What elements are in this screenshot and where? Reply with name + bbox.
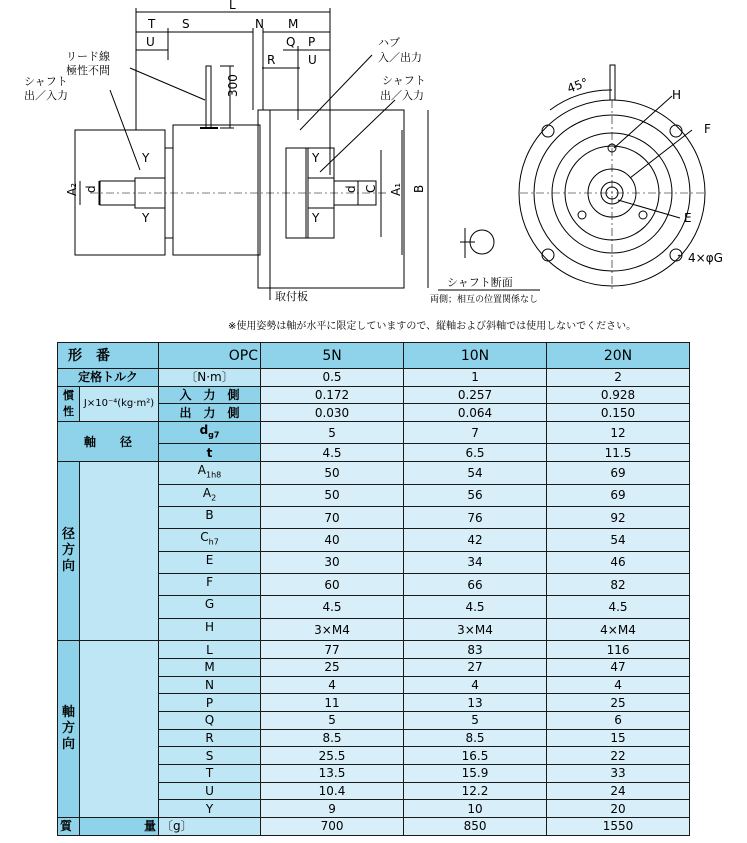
table-row [58, 462, 690, 484]
dim-A2: A₂ [65, 182, 79, 196]
dim-Y2: Y [142, 211, 150, 225]
dim-U2: U [308, 53, 317, 67]
dim-G: 4×φG [688, 251, 723, 265]
table-cell: 3×M4 [404, 618, 547, 640]
inertia-out-10n: 0.064 [404, 404, 547, 422]
shaft-d-20n: 12 [547, 422, 690, 444]
torque-5n: 0.5 [261, 369, 404, 387]
dim-P: P [308, 35, 316, 49]
table-cell: 33 [547, 765, 690, 783]
table-cell: 40 [261, 529, 404, 551]
label-shaft-left: シャフト [24, 75, 68, 88]
label-lead-wire: リード線 [66, 50, 110, 63]
row-key: H [159, 618, 261, 640]
table-cell: 27 [404, 658, 547, 676]
dim-d2: d [344, 185, 358, 193]
dim-C: C [364, 184, 378, 193]
table-cell: 4.5 [261, 596, 404, 618]
shaft-d-5n: 5 [261, 422, 404, 444]
table-cell: 9 [261, 800, 404, 818]
dim-U: U [146, 35, 155, 49]
group-spacer [80, 641, 159, 818]
dim-B: B [412, 184, 426, 193]
row-key: R [159, 729, 261, 747]
inertia-label: 慣 性 [58, 386, 80, 421]
table-cell: 54 [404, 462, 547, 484]
label-mount-plate: 取付板 [275, 290, 308, 303]
table-cell: 4 [261, 676, 404, 694]
table-cell: 30 [261, 551, 404, 573]
row-key: $A_{1h8}$ [159, 462, 261, 484]
table-cell: 22 [547, 747, 690, 765]
axial-group-label: 軸 方 向 [58, 641, 80, 818]
dim-N: N [255, 17, 264, 31]
row-key: G [159, 596, 261, 618]
label-hub: ハブ [378, 36, 400, 49]
dim-angle: 45° [565, 75, 591, 96]
dim-E: E [684, 211, 692, 225]
inertia-in-10n: 0.257 [404, 386, 547, 404]
label-shaft-right-io: 出／入力 [380, 89, 424, 102]
table-cell: 47 [547, 658, 690, 676]
mass-20n: 1550 [547, 818, 690, 836]
table-cell: 24 [547, 782, 690, 800]
model-10n: 10N [404, 343, 547, 369]
group-spacer [80, 462, 159, 641]
dim-Y4: Y [312, 211, 320, 225]
dim-A1: A₁ [389, 182, 403, 196]
inertia-out-label: 出 力 側 [159, 404, 261, 422]
dim-300: 300 [226, 74, 240, 97]
table-cell: 82 [547, 574, 690, 596]
table-cell: 15 [547, 729, 690, 747]
table-cell: 60 [261, 574, 404, 596]
row-key: P [159, 694, 261, 712]
model-name: OPC [159, 343, 261, 369]
table-cell: 10.4 [261, 782, 404, 800]
row-key: Q [159, 712, 261, 730]
table-cell: 50 [261, 462, 404, 484]
table-cell: 46 [547, 551, 690, 573]
row-key: E [159, 551, 261, 573]
dim-Y1: Y [142, 151, 150, 165]
label-shaft-section: シャフト断面 [447, 276, 513, 289]
table-cell: 69 [547, 484, 690, 506]
label-hub-io: 入／出力 [378, 51, 422, 64]
dim-Y3: Y [312, 151, 320, 165]
shaft-t-10n: 6.5 [404, 444, 547, 462]
torque-unit: 〔N·m〕 [159, 369, 261, 387]
shaft-t-label: t [159, 444, 261, 462]
table-cell: 13.5 [261, 765, 404, 783]
row-key: T [159, 765, 261, 783]
radial-group-label: 径 方 向 [58, 462, 80, 641]
table-cell: 4 [547, 676, 690, 694]
model-5n: 5N [261, 343, 404, 369]
table-cell: 8.5 [404, 729, 547, 747]
table-cell: 10 [404, 800, 547, 818]
inertia-unit: J×10⁻⁴(kg·m²) [80, 386, 159, 421]
dim-M: M [288, 17, 299, 31]
row-key: M [159, 658, 261, 676]
technical-drawing [0, 0, 747, 315]
dim-H: H [672, 88, 682, 102]
table-cell: 69 [547, 462, 690, 484]
table-cell: 6 [547, 712, 690, 730]
table-cell: 70 [261, 506, 404, 528]
table-cell: 77 [261, 641, 404, 659]
table-cell: 76 [404, 506, 547, 528]
label-shaft-right: シャフト [382, 74, 426, 87]
row-key: U [159, 782, 261, 800]
spec-table [57, 342, 690, 836]
dim-F: F [704, 122, 711, 136]
model-label: 形 番 [58, 343, 159, 369]
dim-d: d [84, 185, 98, 193]
dim-Q: Q [286, 35, 296, 49]
table-cell: 50 [261, 484, 404, 506]
dim-R: R [267, 53, 276, 67]
row-key: L [159, 641, 261, 659]
table-cell: 42 [404, 529, 547, 551]
table-cell: 8.5 [261, 729, 404, 747]
mass-label-b: 量 [80, 818, 159, 836]
table-cell: 12.2 [404, 782, 547, 800]
row-key: S [159, 747, 261, 765]
mass-unit: 〔g〕 [159, 818, 261, 836]
table-cell: 92 [547, 506, 690, 528]
shaft-label: 軸 径 [58, 422, 159, 462]
row-key: $C_{h7}$ [159, 529, 261, 551]
table-cell: 56 [404, 484, 547, 506]
row-key: F [159, 574, 261, 596]
inertia-out-20n: 0.150 [547, 404, 690, 422]
table-cell: 25 [547, 694, 690, 712]
label-section-note: 両側；相互の位置関係なし [430, 295, 539, 305]
torque-10n: 1 [404, 369, 547, 387]
table-cell: 11 [261, 694, 404, 712]
row-key: Y [159, 800, 261, 818]
shaft-t-20n: 11.5 [547, 444, 690, 462]
dim-L: L [229, 0, 236, 12]
torque-20n: 2 [547, 369, 690, 387]
inertia-in-label: 入 力 側 [159, 386, 261, 404]
table-cell: 25 [261, 658, 404, 676]
table-cell: 4 [404, 676, 547, 694]
shaft-t-5n: 4.5 [261, 444, 404, 462]
table-cell: 83 [404, 641, 547, 659]
usage-note: ※使用姿勢は軸が水平に限定していますので、縦軸および斜軸では使用しないでください。 [228, 321, 637, 332]
dim-S: S [182, 17, 190, 31]
label-polarity: 極性不問 [66, 64, 110, 77]
table-cell: 66 [404, 574, 547, 596]
torque-label: 定格トルク [58, 369, 159, 387]
table-cell: 3×M4 [261, 618, 404, 640]
table-cell: 4.5 [404, 596, 547, 618]
mass-10n: 850 [404, 818, 547, 836]
mass-5n: 700 [261, 818, 404, 836]
row-key: B [159, 506, 261, 528]
inertia-out-5n: 0.030 [261, 404, 404, 422]
table-cell: 5 [404, 712, 547, 730]
table-cell: 34 [404, 551, 547, 573]
table-cell: 25.5 [261, 747, 404, 765]
table-cell: 116 [547, 641, 690, 659]
table-cell: 5 [261, 712, 404, 730]
shaft-dg7-label: $d_{g7}$ [159, 422, 261, 444]
table-cell: 16.5 [404, 747, 547, 765]
inertia-in-20n: 0.928 [547, 386, 690, 404]
row-key: N [159, 676, 261, 694]
inertia-in-5n: 0.172 [261, 386, 404, 404]
table-cell: 4×M4 [547, 618, 690, 640]
model-20n: 20N [547, 343, 690, 369]
shaft-d-10n: 7 [404, 422, 547, 444]
table-row [58, 641, 690, 659]
table-cell: 20 [547, 800, 690, 818]
label-shaft-left-io: 出／入力 [24, 89, 68, 102]
table-cell: 15.9 [404, 765, 547, 783]
row-key: $A_2$ [159, 484, 261, 506]
mass-label-a: 質 [58, 818, 80, 836]
table-cell: 4.5 [547, 596, 690, 618]
dim-T: T [148, 17, 156, 31]
table-cell: 13 [404, 694, 547, 712]
table-cell: 54 [547, 529, 690, 551]
